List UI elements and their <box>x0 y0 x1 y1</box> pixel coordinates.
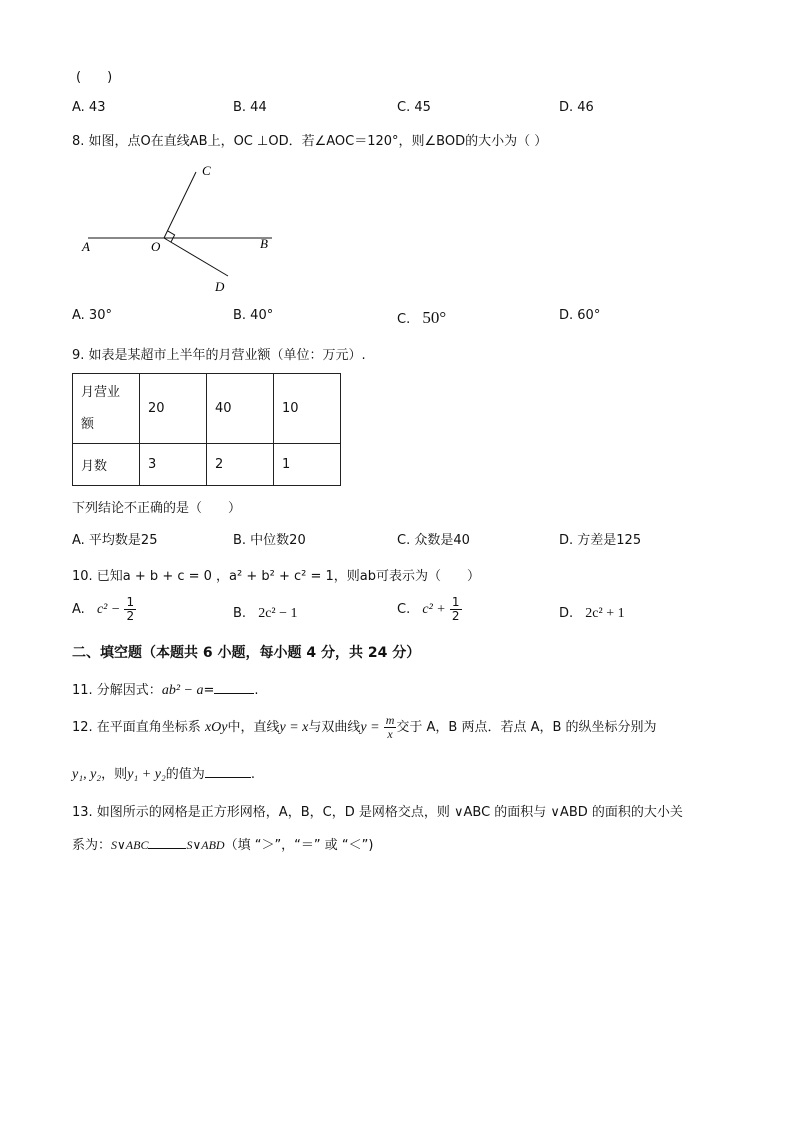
q8-option-c <box>397 308 446 328</box>
q10-option-a-expr: c² − <box>96 602 121 617</box>
q10-option-d-expr: 2c² + 1 <box>585 606 625 621</box>
q10-option-c-expr: c² + <box>422 602 446 617</box>
q8-option-d: D. 60° <box>559 308 601 323</box>
q7-option-c: C. 45 <box>397 100 431 115</box>
q13-line1: 13. 如图所示的网格是正方形网格，A，B，C，D 是网格交点，则 ∨ABC 的面积与 ∨ABD 的面积的大小关 <box>72 805 683 820</box>
q10-option-d: D. 2c² + 1 <box>559 606 625 621</box>
ray-od <box>164 238 228 276</box>
label-b: B <box>260 236 268 251</box>
label-o: O <box>151 239 161 254</box>
table-cell: 10 <box>274 374 341 444</box>
q12-line2: y₁, y₂，则y₁ + y₂的值为 . <box>72 767 255 782</box>
q11-expr: ab² − a <box>161 683 204 698</box>
q7-option-d: D. 46 <box>559 100 594 115</box>
q7-option-a: A. 43 <box>72 100 106 115</box>
fraction-half: $\frac{1}{2}$ <box>451 595 460 623</box>
q9-option-c: C. 众数是40 <box>397 533 470 548</box>
table-row <box>73 444 341 486</box>
table-row <box>73 374 341 444</box>
answer-blank[interactable] <box>214 693 254 694</box>
answer-blank[interactable] <box>205 777 251 778</box>
answer-blank[interactable] <box>148 848 186 849</box>
q9-stem: 9. 如表是某超市上半年的月营业额（单位：万元）. <box>72 348 366 363</box>
q8-option-c-value: 50° <box>422 308 447 327</box>
label-c: C <box>202 163 211 178</box>
q8-option-a: A. 30° <box>72 308 112 323</box>
q10-option-b-expr: 2c² − 1 <box>258 606 298 621</box>
q13-s1: S∨ABC <box>111 838 149 852</box>
ray-oc <box>164 172 196 238</box>
q13-line2: 系为：S∨ABC S∨ABD（填 “＞”，“＝” 或 “＜”) <box>72 838 374 853</box>
q12-line1: 12. 在平面直角坐标系 xOy中，直线y = x与双曲线y = $\frac{m}{x}$ 交于 A，B 两点．若点 A，B 的纵坐标分别为 <box>72 713 657 741</box>
angle-figure <box>72 158 282 296</box>
q8-stem: 8. 如图，点O在直线AB上，OC ⊥OD．若∠AOC＝120°，则∠BOD的大小为（ ） <box>72 134 548 149</box>
q9-option-d: D. 方差是125 <box>559 533 642 548</box>
q8-option-b: B. 40° <box>233 308 274 323</box>
label-d: D <box>215 279 225 294</box>
q10-option-b: B. 2c² − 1 <box>233 606 298 621</box>
label-a: A <box>82 239 90 254</box>
q13-s2: S∨ABD <box>186 838 225 852</box>
q10-stem: 10. 已知a + b + c = 0 ，a² + b² + c² = 1，则ab可表示为（ ） <box>72 569 481 584</box>
q10-option-a: A. c² − $\frac{1}{2}$ <box>72 595 135 623</box>
fraction-half: $\frac{1}{2}$ <box>126 595 135 623</box>
table-cell: 3 <box>140 444 207 486</box>
table-cell: 20 <box>140 374 207 444</box>
q8-option-c-label: C. <box>397 312 411 327</box>
table-cell: 1 <box>274 444 341 486</box>
table-header-revenue: 月营业 额 <box>73 374 140 444</box>
q11: 11. 分解因式：ab² − a= . <box>72 683 259 698</box>
table-cell: 2 <box>207 444 274 486</box>
revenue-table <box>72 373 341 486</box>
table-cell: 40 <box>207 374 274 444</box>
fraction-m-over-x: $\frac{m}{x}$ <box>385 713 395 741</box>
q10-option-c: C. c² + $\frac{1}{2}$ <box>397 595 460 623</box>
section-title: 二、填空题（本题共 6 小题，每小题 4 分，共 24 分） <box>72 645 421 661</box>
q7-paren: ( ) <box>76 70 113 85</box>
q12-coord: xOy <box>204 720 228 735</box>
q7-option-b: B. 44 <box>233 100 267 115</box>
q12-line-eq: y = x <box>279 720 309 735</box>
table-header-months: 月数 <box>73 444 140 486</box>
q9-option-a: A. 平均数是25 <box>72 533 158 548</box>
q12-hyper: y = <box>360 720 380 735</box>
q9-question: 下列结论不正确的是（ ） <box>72 501 242 516</box>
q9-option-b: B. 中位数20 <box>233 533 306 548</box>
